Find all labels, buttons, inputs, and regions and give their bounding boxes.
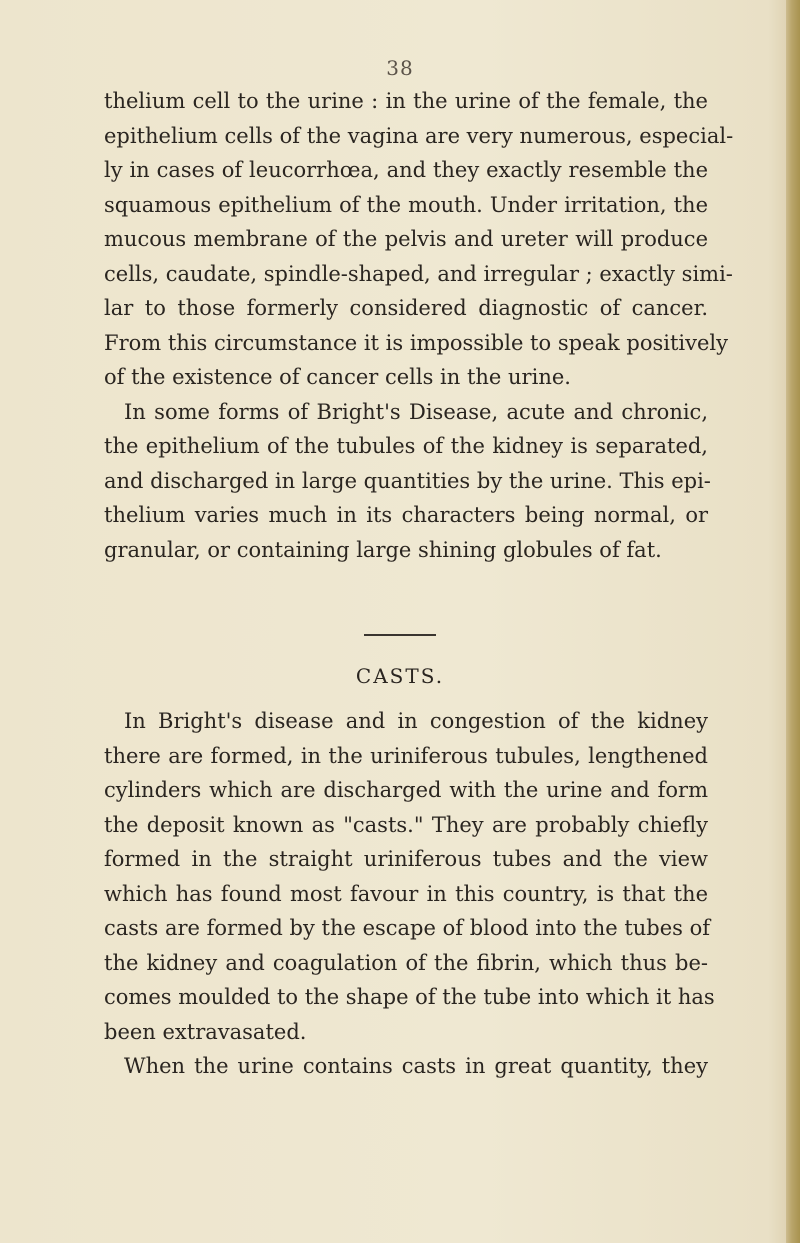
text-line: the epithelium of the tubules of the kidney is separated, bbox=[104, 434, 708, 458]
text-line: cylinders which are discharged with the urine and form bbox=[104, 778, 708, 802]
text-line: which has found most favour in this country, is that the bbox=[104, 881, 708, 906]
text-line: the kidney and coagulation of the fibrin, which thus be- bbox=[104, 950, 708, 975]
text-line: When the urine contains casts in great quantity, they bbox=[124, 1054, 708, 1078]
text-line: In Bright's disease and in congestion of the kidney bbox=[124, 709, 708, 733]
text-block-upper bbox=[104, 84, 734, 567]
text-line: casts are formed by the escape of blood into the tubes of bbox=[104, 916, 711, 940]
text-line: squamous epithelium of the mouth. Under irritation, the bbox=[104, 192, 708, 217]
text-line: lar to those formerly considered diagnostic of cancer. bbox=[104, 296, 708, 320]
section-heading: CASTS. bbox=[355, 664, 445, 688]
text-line: ly in cases of leucorrhœa, and they exactly resemble the bbox=[104, 158, 708, 182]
text-line: thelium varies much in its characters being normal, or bbox=[104, 503, 708, 527]
text-line: epithelium cells of the vagina are very numerous, especial- bbox=[104, 123, 734, 148]
text-line: In some forms of Bright's Disease, acute and chronic, bbox=[124, 399, 708, 424]
text-line: of the existence of cancer cells in the urine. bbox=[104, 365, 571, 389]
text-line: From this circumstance it is impossible to speak positively bbox=[104, 330, 728, 355]
text-block-lower bbox=[104, 704, 715, 1084]
text-line: cells, caudate, spindle-shaped, and irregular ; exactly simi- bbox=[104, 261, 733, 286]
page-edge bbox=[786, 0, 800, 1243]
text-line: comes moulded to the shape of the tube into which it has bbox=[104, 985, 715, 1009]
text-line: thelium cell to the urine : in the urine of the female, the bbox=[104, 89, 708, 113]
section-divider bbox=[364, 634, 436, 636]
page-number: 38 bbox=[386, 56, 414, 80]
text-line: formed in the straight uriniferous tubes and the view bbox=[104, 847, 708, 871]
text-line: and discharged in large quantities by the urine. This epi- bbox=[104, 468, 711, 493]
text-line: the deposit known as "casts." They are probably chiefly bbox=[104, 812, 708, 837]
text-line: been extravasated. bbox=[104, 1019, 307, 1044]
text-line: granular, or containing large shining globules of fat. bbox=[104, 537, 662, 562]
text-line: mucous membrane of the pelvis and ureter will produce bbox=[104, 227, 708, 251]
text-line: there are formed, in the uriniferous tubules, lengthened bbox=[104, 743, 708, 768]
